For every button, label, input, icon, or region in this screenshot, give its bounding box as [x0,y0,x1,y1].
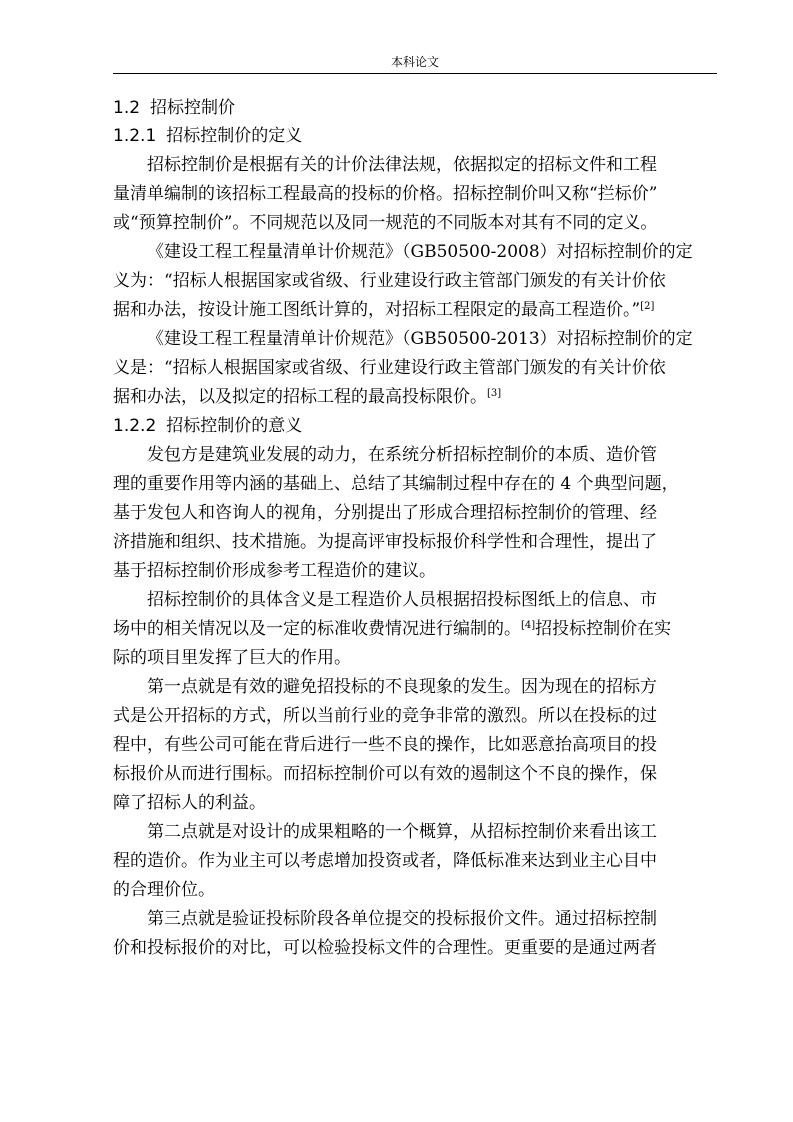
text-line: 或“预算控制价”。不同规范以及同一规范的不同版本对其有不同的定义。 [113,213,658,233]
text-line: 量清单编制的该招标工程最高的投标的价格。招标控制价叫又称“拦标价” [113,184,658,204]
section-heading [113,92,717,122]
paragraph [113,151,717,238]
text-line [113,296,717,325]
text-line-content: 据和办法，按设计施工图纸计算的，对招标工程限定的最高工程造价。” [113,300,641,320]
text-line: 第二点就是对设计的成果粗略的一个概算，从招标控制价来看出该工 [147,822,657,842]
text-line: 发包方是建筑业发展的动力，在系统分析招标控制价的本质、造价管 [147,445,657,465]
subsection-heading [113,122,717,151]
subsection-heading [113,412,717,441]
text-line: 义是：“招标人根据国家或省级、行业建设行政主管部门颁发的有关计价依 [113,358,666,378]
document-body [113,92,717,963]
text-line: 理的重要作用等内涵的基础上、总结了其编制过程中存在的 4 个典型问题， [113,474,679,494]
text-line: 程中，有些公司可能在背后进行一些不良的操作，比如恶意抬高项目的投 [113,735,657,755]
paragraph [113,673,717,818]
text-line: 招标控制价是根据有关的计价法律法规，依据拟定的招标文件和工程 [147,155,657,175]
text-line: 的合理价位。 [113,880,215,900]
paragraph [113,818,717,905]
text-line: 第三点就是验证投标阶段各单位提交的投标报价文件。通过招标控制 [147,909,657,929]
text-line-content: 招投标控制价在实 [535,619,672,639]
citation-ref: [4] [521,620,536,631]
paragraph [113,325,717,412]
text-line: 《建设工程工程量清单计价规范》（GB50500-2013）对招标控制价的定 [147,329,693,349]
section-title: 招标控制价 [150,98,236,118]
text-line: 价和投标报价的对比，可以检验投标文件的合理性。更重要的是通过两者 [113,938,657,958]
citation-ref: [2] [640,301,655,312]
text-line: 际的项目里发挥了巨大的作用。 [113,648,351,668]
text-line: 招标控制价的具体含义是工程造价人员根据招投标图纸上的信息、市 [147,590,657,610]
page-header: 本科论文 [390,55,439,69]
text-line-content: 据和办法，以及拟定的招标工程的最高投标限价。 [113,387,487,407]
text-line: 式是公开招标的方式，所以当前行业的竞争非常的激烈。所以在投标的过 [113,706,657,726]
section-number: 1.2 [113,98,141,118]
text-line: 基于招标控制价形成参考工程造价的建议。 [113,561,436,581]
text-line [113,383,717,412]
paragraph [113,905,717,963]
text-line: 基于发包人和咨询人的视角，分别提出了形成合理招标控制价的管理、经 [113,503,657,523]
text-line: 第一点就是有效的避免招投标的不良现象的发生。因为现在的招标方 [147,677,657,697]
text-line: 障了招标人的利益。 [113,793,266,813]
paragraph [113,586,717,673]
header-rule [113,73,717,74]
paragraph [113,441,717,586]
subsection-title: 招标控制价的意义 [166,416,303,436]
text-line: 义为：“招标人根据国家或省级、行业建设行政主管部门颁发的有关计价依 [113,271,666,291]
text-line [113,615,717,644]
text-line-content: 场中的相关情况以及一定的标准收费情况进行编制的。 [113,619,521,639]
text-line: 济措施和组织、技术措施。为提高评审投标报价科学性和合理性，提出了 [113,532,657,552]
text-line: 《建设工程工程量清单计价规范》（GB50500-2008）对招标控制价的定 [147,242,693,262]
text-line: 标报价从而进行围标。而招标控制价可以有效的遏制这个不良的操作，保 [113,764,657,784]
subsection-number: 1.2.2 [113,416,157,436]
citation-ref: [3] [487,388,502,399]
text-line: 程的造价。作为业主可以考虑增加投资或者，降低标准来达到业主心目中 [113,851,657,871]
subsection-title: 招标控制价的定义 [166,126,303,146]
paragraph [113,238,717,325]
subsection-number: 1.2.1 [113,126,157,146]
